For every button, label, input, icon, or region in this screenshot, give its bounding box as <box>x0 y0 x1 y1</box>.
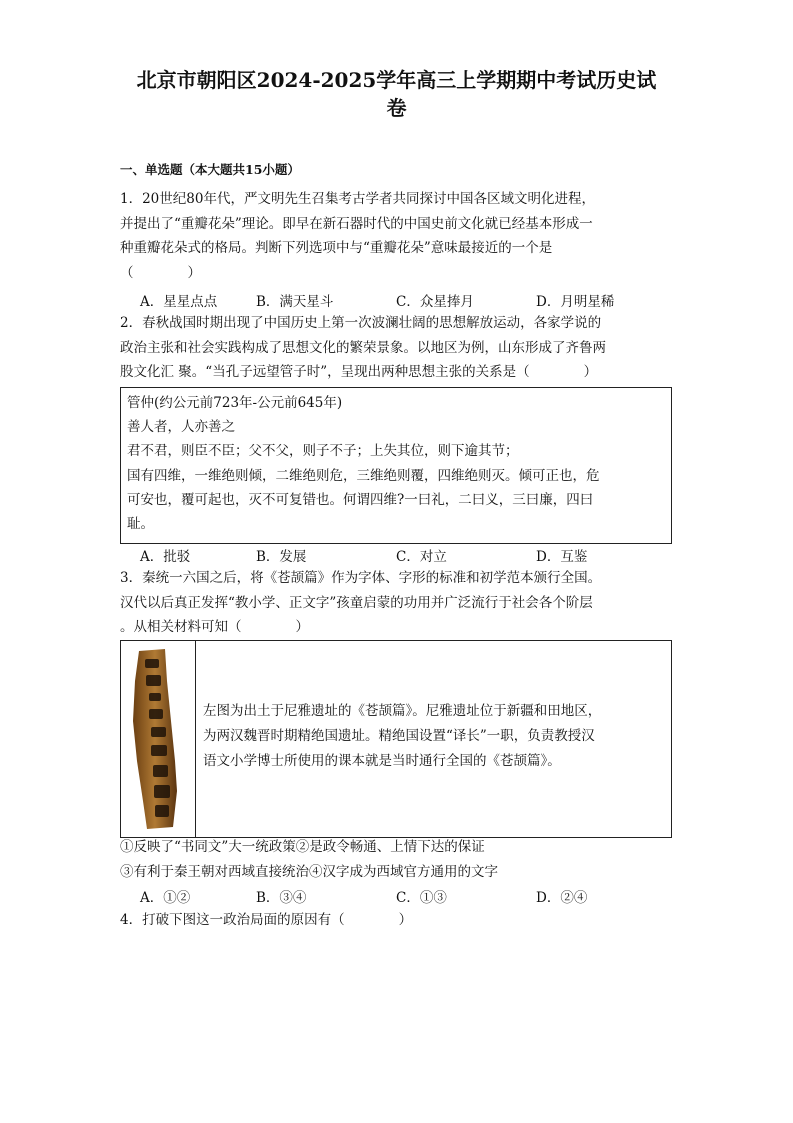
option-a[interactable]: A．星星点点 <box>140 294 218 310</box>
material-line: 左图为出土于尼雅遗址的《苍颉篇》。尼雅遗址位于新疆和田地区， <box>203 703 602 719</box>
statement-line: ①反映了“书同文”大一统政策②是政令畅通、上情下达的保证 <box>120 839 485 855</box>
image-cell <box>121 641 196 837</box>
option-a[interactable]: A．①② <box>140 890 191 906</box>
option-c[interactable]: C．①③ <box>396 890 447 906</box>
material-line: 可安也，覆可起也，灭不可复错也。何谓四维?一曰礼，二曰义，三曰廉，四曰 <box>127 491 594 508</box>
question-3-statements <box>120 835 675 884</box>
question-line: 政治主张和社会实践构成了思想文化的繁荣景象。以地区为例，山东形成了齐鲁两 <box>120 339 606 356</box>
question-3-options <box>140 886 680 910</box>
question-line: 3．秦统一六国之后，将《苍颉篇》作为字体、字形的标准和初学范本颁行全国。 <box>120 570 602 586</box>
section-heading: 一、单选题（本大题共15小题） <box>120 162 300 177</box>
question-line: 。从相关材料可知（ ） <box>120 619 309 635</box>
option-c[interactable]: C．众星捧月 <box>396 294 474 310</box>
question-line: （ ） <box>120 264 201 281</box>
question-line: 股文化汇 聚。“当孔子远望管子时”，呈现出两种思想主张的关系是（ ） <box>120 364 598 380</box>
option-d[interactable]: D．互鉴 <box>536 549 588 565</box>
title-line-1: 北京市朝阳区2024-2025学年高三上学期期中考试历史试 <box>136 68 657 92</box>
option-a[interactable]: A．批驳 <box>140 549 191 565</box>
material-line: 语文小学博士所使用的课本就是当时通行全国的《苍颉篇》。 <box>203 753 561 769</box>
question-2 <box>120 311 675 385</box>
statement-line: ③有利于秦王朝对西域直接统治④汉字成为西域官方通用的文字 <box>120 863 498 880</box>
material-line: 善人者，人亦善之 <box>127 419 235 436</box>
material-line: 为两汉魏晋时期精绝国遗址。精绝国设置“译长”一职，负责教授汉 <box>203 728 595 744</box>
document-title <box>100 66 693 122</box>
material-line: 国有四维，一维绝则倾，二维绝则危，三维绝则覆，四维绝则灭。倾可正也，危 <box>127 467 600 484</box>
option-b[interactable]: B．③④ <box>256 890 307 906</box>
question-line: 并提出了“重瓣花朵”理论。即早在新石器时代的中国史前文化就已经基本形成一 <box>120 215 593 232</box>
material-text <box>203 699 663 774</box>
question-line: 种重瓣花朵式的格局。判断下列选项中与“重瓣花朵”意味最接近的一个是 <box>120 240 553 256</box>
question-4 <box>120 908 675 933</box>
option-b[interactable]: B．满天星斗 <box>256 294 334 310</box>
title-line-2: 卷 <box>386 96 407 120</box>
question-2-material-box <box>120 387 672 544</box>
question-1 <box>120 187 675 285</box>
question-3 <box>120 566 675 640</box>
option-b[interactable]: B．发展 <box>256 549 307 565</box>
question-line: 汉代以后真正发挥“教小学、正文字”孩童启蒙的功用并广泛流行于社会各个阶层 <box>120 594 593 611</box>
option-d[interactable]: D．②④ <box>536 890 588 906</box>
option-c[interactable]: C．对立 <box>396 549 447 565</box>
material-line: 君不君，则臣不臣；父不父，则子不子；上失其位，则下逾其节； <box>127 443 519 460</box>
question-line: 2．春秋战国时期出现了中国历史上第一次波澜壮阔的思想解放运动，各家学说的 <box>120 315 602 331</box>
material-line: 管仲(约公元前723年-公元前645年) <box>127 395 343 411</box>
question-line: 1．20世纪80年代，严文明先生召集考古学者共同探讨中国各区域文明化进程， <box>120 191 595 207</box>
bamboo-slip-icon <box>121 641 195 837</box>
option-d[interactable]: D．月明星稀 <box>536 294 615 310</box>
material-line: 耻。 <box>127 516 154 533</box>
question-3-material-box <box>120 640 672 838</box>
question-line: 4．打破下图这一政治局面的原因有（ ） <box>120 912 413 928</box>
